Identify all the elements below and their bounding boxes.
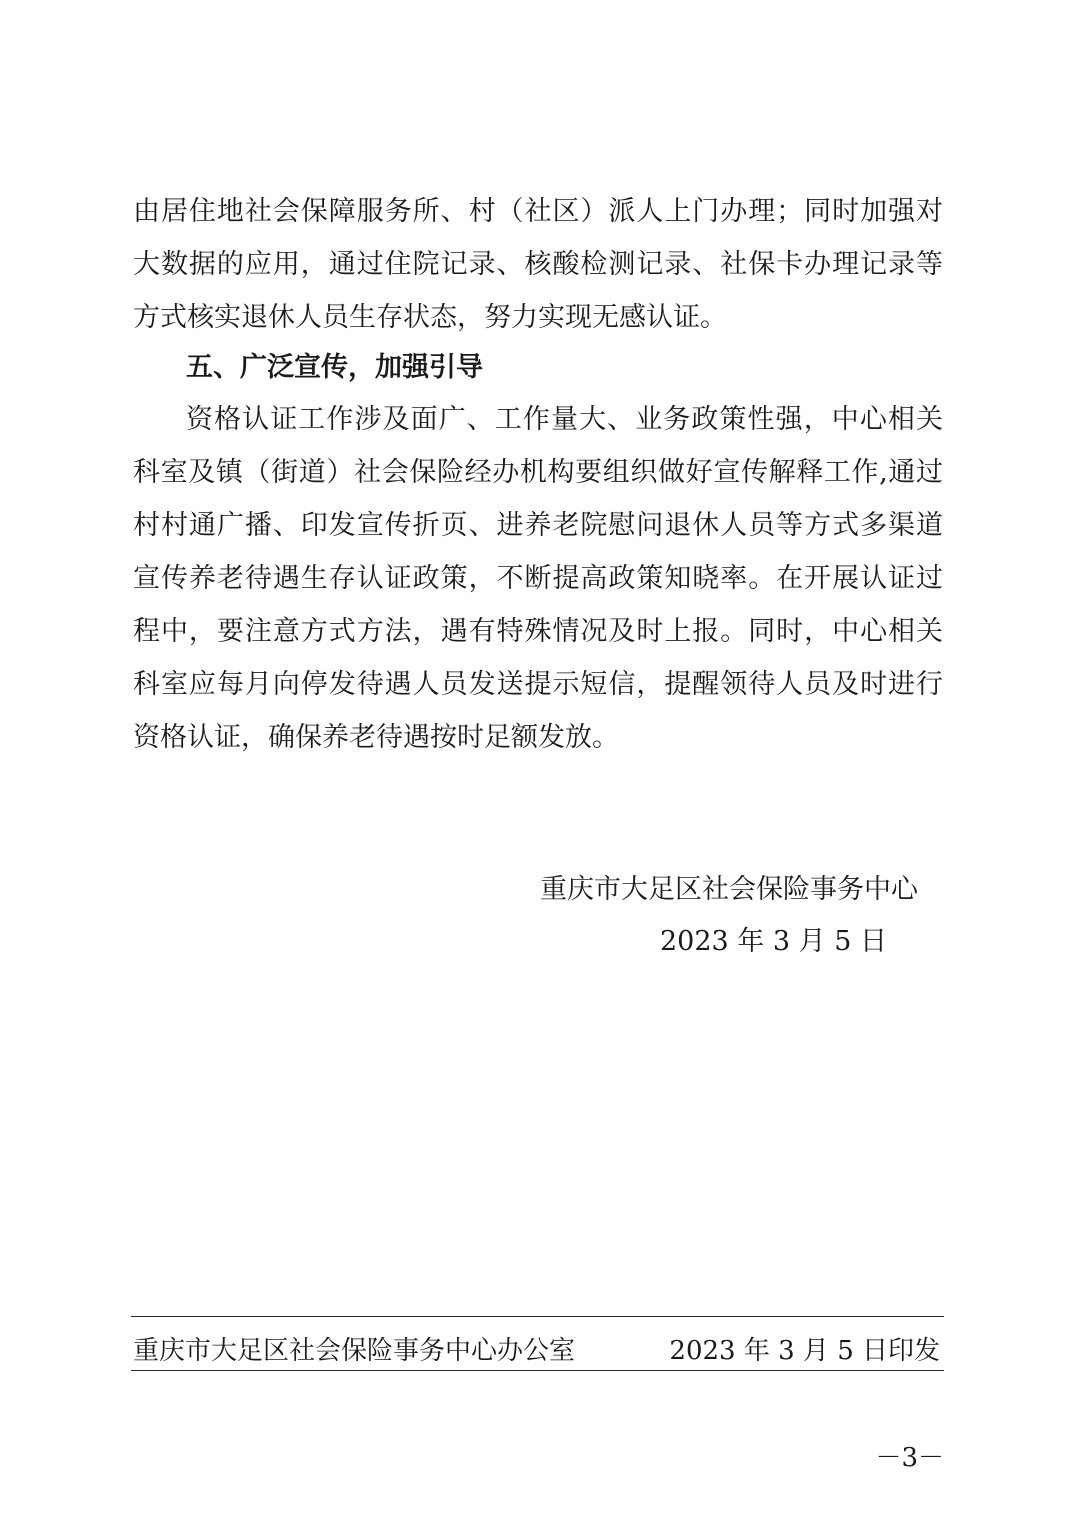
paragraph-line: 程中，要注意方式方法，遇有特殊情况及时上报。同时，中心相关 xyxy=(133,616,943,647)
paragraph-line: 资格认证，确保养老待遇按时足额发放。 xyxy=(133,722,619,753)
footer-issue-date: 2023 年 3 月 5 日印发 xyxy=(669,1336,940,1366)
paragraph-line: 大数据的应用，通过住院记录、核酸检测记录、社保卡办理记录等 xyxy=(133,249,943,280)
page-number: －3－ xyxy=(875,1443,944,1473)
paragraph-line: 科室应每月向停发待遇人员发送提示短信，提醒领待人员及时进行 xyxy=(133,669,943,700)
paragraph-line: 村村通广播、印发宣传折页、进养老院慰问退休人员等方式多渠道 xyxy=(133,510,943,541)
footer-top-rule xyxy=(131,1316,944,1317)
paragraph-line: 由居住地社会保障服务所、村（社区）派人上门办理；同时加强对 xyxy=(133,196,943,227)
signature-organization: 重庆市大足区社会保险事务中心 xyxy=(540,874,918,905)
paragraph-line: 科室及镇（街道）社会保险经办机构要组织做好宣传解释工作,通过 xyxy=(133,457,943,488)
paragraph-line: 宣传养老待遇生存认证政策，不断提高政策知晓率。在开展认证过 xyxy=(133,563,943,594)
footer-issuer: 重庆市大足区社会保险事务中心办公室 xyxy=(133,1336,576,1366)
signature-date: 2023 年 3 月 5 日 xyxy=(660,926,887,957)
paragraph-line: 方式核实退休人员生存状态，努力实现无感认证。 xyxy=(133,302,727,333)
paragraph-line: 资格认证工作涉及面广、工作量大、业务政策性强，中心相关 xyxy=(186,404,943,435)
footer-bottom-rule xyxy=(131,1370,944,1371)
section-heading: 五、广泛宣传，加强引导 xyxy=(186,352,483,383)
